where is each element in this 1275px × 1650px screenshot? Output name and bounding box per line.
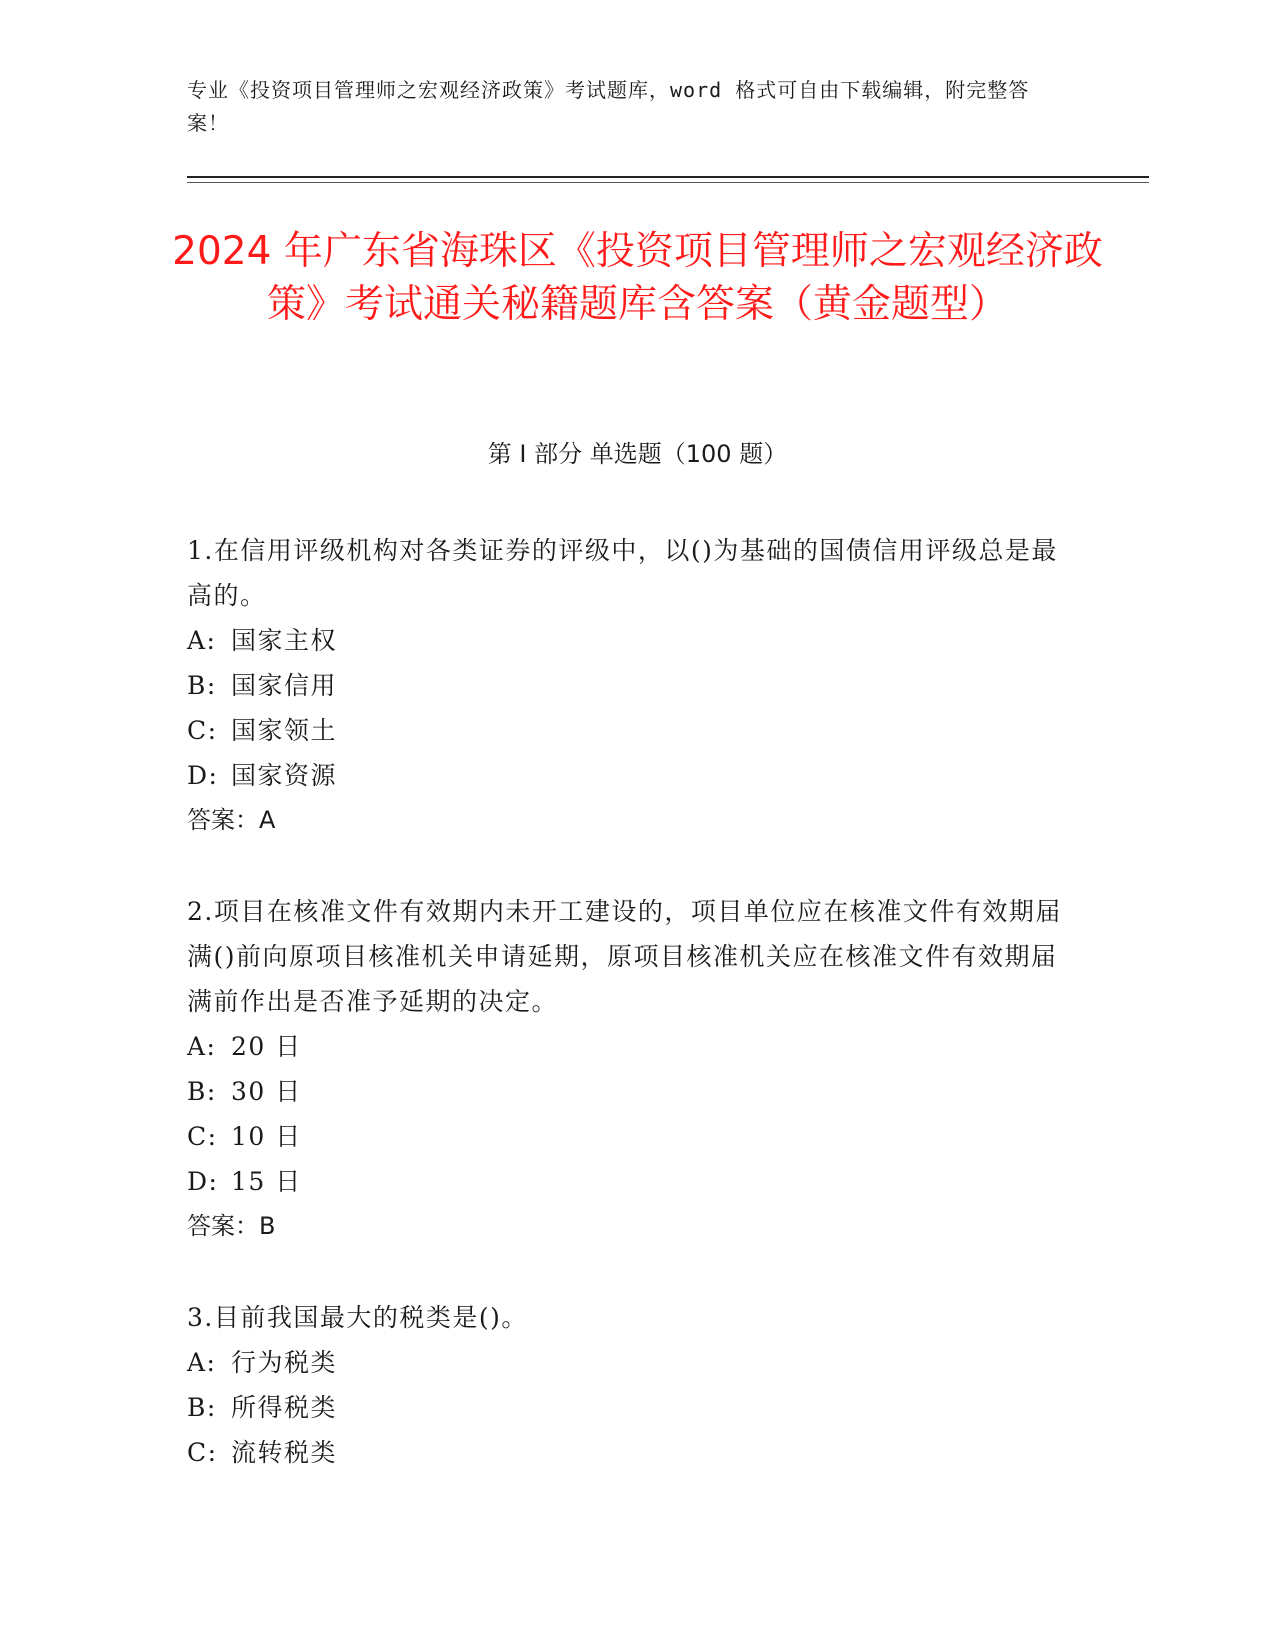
- question-2: [187, 889, 1067, 1249]
- option-label: A:: [187, 626, 217, 655]
- question-text: 2.项目在核准文件有效期内未开工建设的，项目单位应在核准文件有效期届满()前向原项目核准机关申请延期，原项目核准机关应在核准文件有效期届满前作出是否准予延期的决定。: [187, 897, 1062, 1016]
- option-text: 国家领土: [231, 716, 338, 745]
- option-text: 流转税类: [231, 1438, 338, 1467]
- option-c: [187, 708, 1067, 753]
- option-text: 20 日: [231, 1032, 302, 1061]
- option-a: [187, 1340, 1067, 1385]
- option-text: 国家信用: [231, 671, 338, 700]
- question-1: [187, 528, 1067, 843]
- header-rule-thick: [187, 176, 1149, 178]
- question-text: 3.目前我国最大的税类是()。: [187, 1303, 528, 1332]
- option-c: [187, 1114, 1067, 1159]
- option-text: 30 日: [231, 1077, 302, 1106]
- option-label: D:: [187, 761, 219, 790]
- option-text: 行为税类: [231, 1348, 338, 1377]
- answer-line: 答案：A: [187, 806, 276, 834]
- option-label: C:: [187, 716, 218, 745]
- option-label: C:: [187, 1438, 218, 1467]
- section-heading: 第 I 部分 单选题（100 题）: [487, 440, 788, 468]
- question-text: 1.在信用评级机构对各类证券的评级中，以()为基础的国债信用评级总是最高的。: [187, 536, 1058, 610]
- option-a: [187, 1024, 1067, 1069]
- option-text: 国家主权: [231, 626, 338, 655]
- header-rule-thin: [187, 182, 1149, 183]
- document-title: 2024 年广东省海珠区《投资项目管理师之宏观经济政策》考试通关秘籍题库含答案（黄金题型）: [172, 229, 1103, 327]
- question-list: [187, 528, 1067, 1521]
- option-label: A:: [187, 1348, 217, 1377]
- option-label: B:: [187, 1077, 217, 1106]
- option-label: A:: [187, 1032, 217, 1061]
- option-text: 所得税类: [231, 1393, 338, 1422]
- option-label: C:: [187, 1122, 218, 1151]
- option-d: [187, 753, 1067, 798]
- option-d: [187, 1159, 1067, 1204]
- option-label: D:: [187, 1167, 219, 1196]
- header-note: 专业《投资项目管理师之宏观经济政策》考试题库，word 格式可自由下载编辑，附完整答案！: [187, 78, 1030, 135]
- option-label: B:: [187, 1393, 217, 1422]
- option-b: [187, 1385, 1067, 1430]
- answer-line: 答案：B: [187, 1212, 276, 1240]
- option-c: [187, 1430, 1067, 1475]
- option-b: [187, 1069, 1067, 1114]
- option-text: 10 日: [231, 1122, 302, 1151]
- option-a: [187, 618, 1067, 663]
- option-label: B:: [187, 671, 217, 700]
- option-b: [187, 663, 1067, 708]
- option-text: 国家资源: [231, 761, 338, 790]
- question-3: [187, 1295, 1067, 1475]
- option-text: 15 日: [231, 1167, 302, 1196]
